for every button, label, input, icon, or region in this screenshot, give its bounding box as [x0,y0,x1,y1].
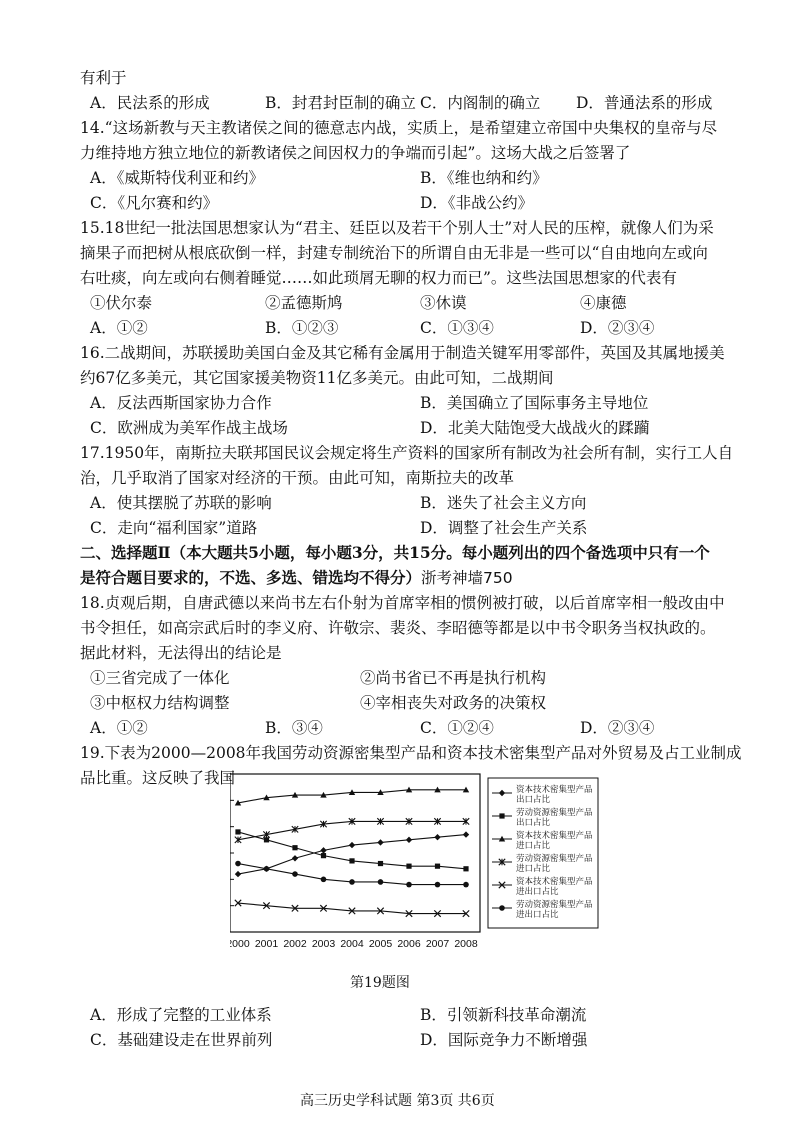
q17-stem-2: 治，几乎取消了国家对经济的干预。由此可知，南斯拉夫的改革 [80,469,515,487]
series-2-point [378,861,383,866]
legend-label: 资本技术密集型产品 [516,831,593,841]
q14-option-a: A．《威斯特伐利亚和约》 [90,169,264,187]
q19-caption: 第19题图 [350,975,410,991]
series-1-point [463,831,469,837]
series-6-point [321,877,327,883]
q15-stem-3: 右吐痰，向左或向右侧着睡觉……如此琐屑无聊的权力而已”。这些法国思想家的代表有 [80,269,677,287]
q14-stem-2: 力维持地方独立地位的新教诸侯之间因权力的争端而引起”。这场大战之后签署了 [80,144,631,162]
series-6-point [264,866,270,872]
series-6-point [378,879,384,885]
section2-heading-1: 二、选择题Ⅱ（本大题共5小题，每小题3分，共15分。每小题列出的四个备选项中只有一个 [80,543,710,562]
series-1-point [235,871,241,877]
section2-heading-2 [80,568,513,588]
legend-label: 劳动资源密集型产品 [516,854,593,864]
legend-label-sub: 进出口占比 [516,887,559,897]
series-6-point [235,861,241,867]
x-tick-label: 2001 [254,938,279,950]
q15-stem-1: 15.18世纪一批法国思想家认为“君主、廷臣以及若干个别人士”对人民的压榨，就像人们为采 [80,219,714,237]
series-6-point [292,871,298,877]
q14-stem-1: 14.“这场新教与天主教诸侯之间的德意志内战，实质上，是希望建立帝国中央集权的皇帝与尽 [80,119,718,137]
x-tick-label: 2002 [283,938,307,950]
series-2-point [406,864,411,869]
chart-svg [230,770,602,960]
series-2-point [235,829,240,834]
q15-item-3: ③休谟 [420,294,467,312]
q16-stem-2: 约67亿多美元，其它国家援美物资11亿多美元。由此可知，二战期间 [80,369,554,387]
series-2-point [264,837,269,842]
q15-stem-2: 摘果子而把树从根底砍倒一样，封建专制统治下的所谓自由无非是一些可以“自由地向左或向 [80,244,708,262]
q19-option-d: D．国际竞争力不断增强 [420,1031,588,1049]
q18-item-3: ③中枢权力结构调整 [90,694,230,712]
series-1-point [292,855,298,861]
series-2-point [435,864,440,869]
series-line-5 [238,903,466,914]
top-fragment: 有利于 [80,69,127,87]
q18-item-4: ④宰相丧失对政务的决策权 [360,694,547,712]
q17-option-a: A．使其摆脱了苏联的影响 [90,494,272,512]
q16-option-d: D．北美大陆饱受大战战火的蹂躏 [420,419,650,437]
legend-marker [499,905,505,911]
series-line-1 [238,835,466,875]
legend-label: 资本技术密集型产品 [516,785,593,795]
q18-option-d: D．②③④ [580,719,655,737]
q18-stem-3: 据此材料，无法得出的结论是 [80,644,282,662]
series-2-point [349,858,354,863]
x-tick-label: 2004 [340,938,364,950]
q16-option-a: A．反法西斯国家协力合作 [90,394,272,412]
q15-item-4: ④康德 [580,294,627,312]
series-6-point [463,882,469,888]
q15-option-d: D．②③④ [580,319,655,337]
series-6-point [435,882,441,888]
watermark-text: 浙考神墙750 [421,569,513,587]
q18-item-2: ②尚书省已不再是执行机构 [360,669,547,687]
series-6-point [349,879,355,885]
page-footer: 高三历史学科试题 第3页 共6页 [300,1093,495,1109]
section2-heading-2-text: 是符合题目要求的，不选、多选、错选均不得分） [80,568,422,587]
q15-item-2: ②孟德斯鸠 [265,294,343,312]
q17-option-c: C．走向“福利国家”道路 [90,519,258,537]
q15-option-c: C．①③④ [420,319,494,337]
legend-label: 劳动资源密集型产品 [516,808,593,818]
q19-option-c: C．基础建设走在世界前列 [90,1031,273,1049]
series-1-point [434,834,440,840]
q19-option-b: B．引领新科技革命潮流 [420,1006,587,1024]
series-1-point [320,847,326,853]
q15-option-b: B．①②③ [265,319,339,337]
q16-option-c: C．欧洲成为美军作战主战场 [90,419,288,437]
series-2-point [292,845,297,850]
q18-stem-1: 18.贞观后期，自唐武德以来尚书左右仆射为首席宰相的惯例被打破，以后首席宰相一般改由中 [80,594,725,612]
q13-option-a: A．民法系的形成 [90,94,210,112]
legend-label-sub: 出口占比 [516,795,551,805]
q14-option-b: B．《维也纳和约》 [420,169,548,187]
q16-option-b: B．美国确立了国际事务主导地位 [420,394,649,412]
x-tick-label: 2008 [454,938,478,950]
x-tick-label: 2005 [368,938,393,950]
legend-label-sub: 进出口占比 [516,910,559,920]
q18-option-a: A．①② [90,719,148,737]
x-tick-label: 2003 [311,938,336,950]
series-1-point [377,839,383,845]
q14-option-d: D．《非战公约》 [420,194,534,212]
q19-stem-2: 品比重。这反映了我国 [80,769,236,787]
q19-option-a: A．形成了完整的工业体系 [90,1006,272,1024]
q15-item-1: ①伏尔泰 [90,294,153,312]
legend-marker [499,813,504,818]
q13-option-c: C．内阁制的确立 [420,94,541,112]
series-1-point [406,837,412,843]
q14-option-c: C．《凡尔赛和约》 [90,194,219,212]
q13-option-d: D．普通法系的形成 [576,94,713,112]
legend-label: 劳动资源密集型产品 [516,900,593,910]
legend-label: 资本技术密集型产品 [516,877,593,887]
series-2-point [321,853,326,858]
q13-option-b: B．封君封臣制的确立 [265,94,416,112]
legend-label-sub: 出口占比 [516,818,551,828]
x-tick-label: 000 [232,938,250,950]
x-tick-label: 2006 [397,938,421,950]
series-2-point [463,866,468,871]
series-1-point [349,842,355,848]
q19-chart [230,770,602,960]
legend-label-sub: 进口占比 [516,864,551,874]
q19-stem-1: 19.下表为2000—2008年我国劳动资源密集型产品和资本技术密集型产品对外贸易及占工业制成 [80,744,742,762]
q16-stem-1: 16.二战期间，苏联援助美国白金及其它稀有金属用于制造关键军用零部件，英国及其属地援美 [80,344,725,362]
series-6-point [406,882,412,888]
q18-stem-2: 书令担任，如高宗武后时的李义府、许敬宗、裴炎、李昭德等都是以中书令职务当权执政的。 [80,619,716,637]
q17-option-b: B．迷失了社会主义方向 [420,494,587,512]
q18-option-b: B．③④ [265,719,323,737]
q18-option-c: C．①②④ [420,719,494,737]
x-tick-label: 2007 [425,938,450,950]
q18-item-1: ①三省完成了一体化 [90,669,230,687]
q15-option-a: A．①② [90,319,148,337]
cropped-top-line [120,40,123,48]
q17-stem-1: 17.1950年，南斯拉夫联邦国民议会规定将生产资料的国家所有制改为社会所有制，实行工人自 [80,444,734,462]
q17-option-d: D．调整了社会生产关系 [420,519,588,537]
legend-label-sub: 进口占比 [516,841,551,851]
